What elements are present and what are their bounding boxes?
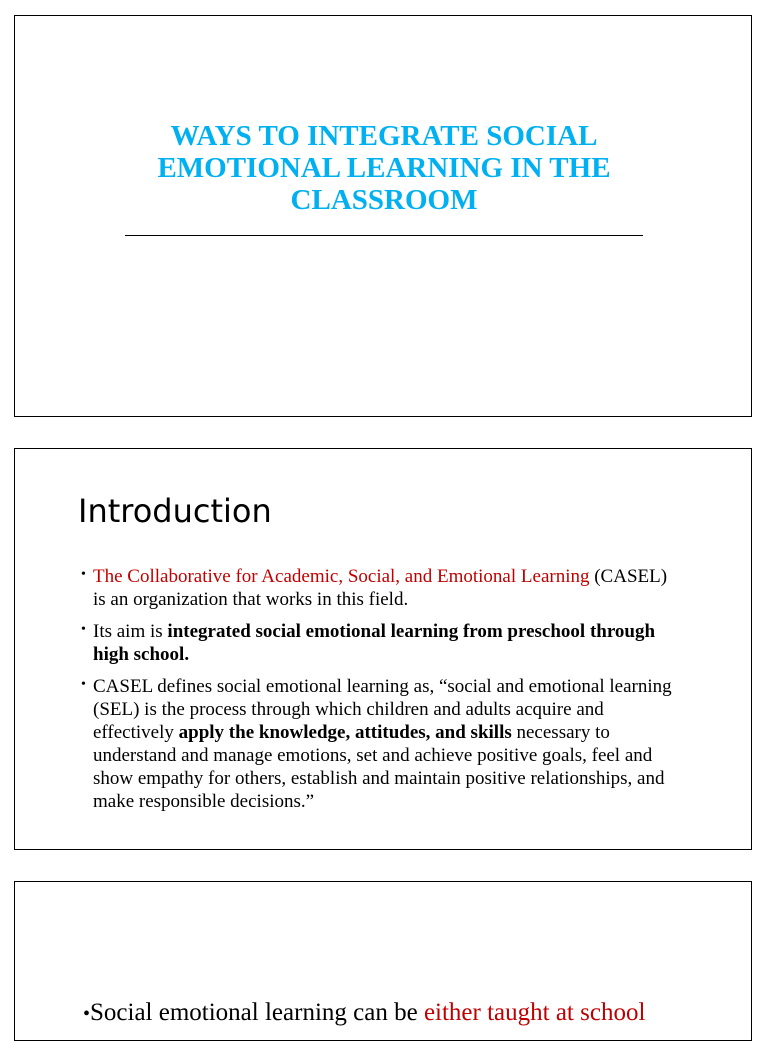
bullet-casel-aim <box>81 620 681 666</box>
slide-heading: Introduction <box>78 492 272 530</box>
bullet-emphasis: integrated social emotional learning from preschool through high school. <box>93 621 656 665</box>
bullet-dot: • <box>83 1003 91 1025</box>
bullet-sel-taught <box>83 998 723 1029</box>
sel-delivery-slide <box>14 881 752 1041</box>
bullet-text: CASEL defines social emotional learning as, “social and emotional learning (SEL) is the process through which children and adults acquire and effectively <box>93 676 672 743</box>
bullet-casel-organization <box>81 565 681 611</box>
title-divider <box>125 235 643 236</box>
bullet-text: necessary to understand and manage emotions, set and achieve positive goals, feel and show empathy for others, establish and maintain positive relationships, and make responsible decisions.” <box>93 722 665 812</box>
slide-title-line-1: WAYS TO INTEGRATE SOCIAL <box>170 120 598 152</box>
bullet-dot: • <box>81 677 86 692</box>
bullet-dot: • <box>81 567 86 582</box>
bullet-sel-definition <box>81 675 681 813</box>
bullet-text: Social emotional learning can be <box>90 999 424 1026</box>
bullet-list <box>81 565 681 822</box>
casel-name: The Collaborative for Academic, Social, and Emotional Learning <box>93 566 590 587</box>
slide-title-line-2: EMOTIONAL LEARNING IN THE <box>157 152 611 184</box>
bullet-emphasis: apply the knowledge, attitudes, and skills <box>178 722 512 743</box>
bullet-dot: • <box>81 622 86 637</box>
bullet-text: Its aim is <box>93 621 168 642</box>
introduction-slide <box>14 448 752 850</box>
bullet-text: (CASEL) is an organization that works in this field. <box>93 566 668 610</box>
bullet-highlight: either taught at school <box>423 999 646 1026</box>
slide-title <box>75 120 693 216</box>
title-slide <box>14 15 752 417</box>
slide-title-line-3: CLASSROOM <box>290 184 478 216</box>
